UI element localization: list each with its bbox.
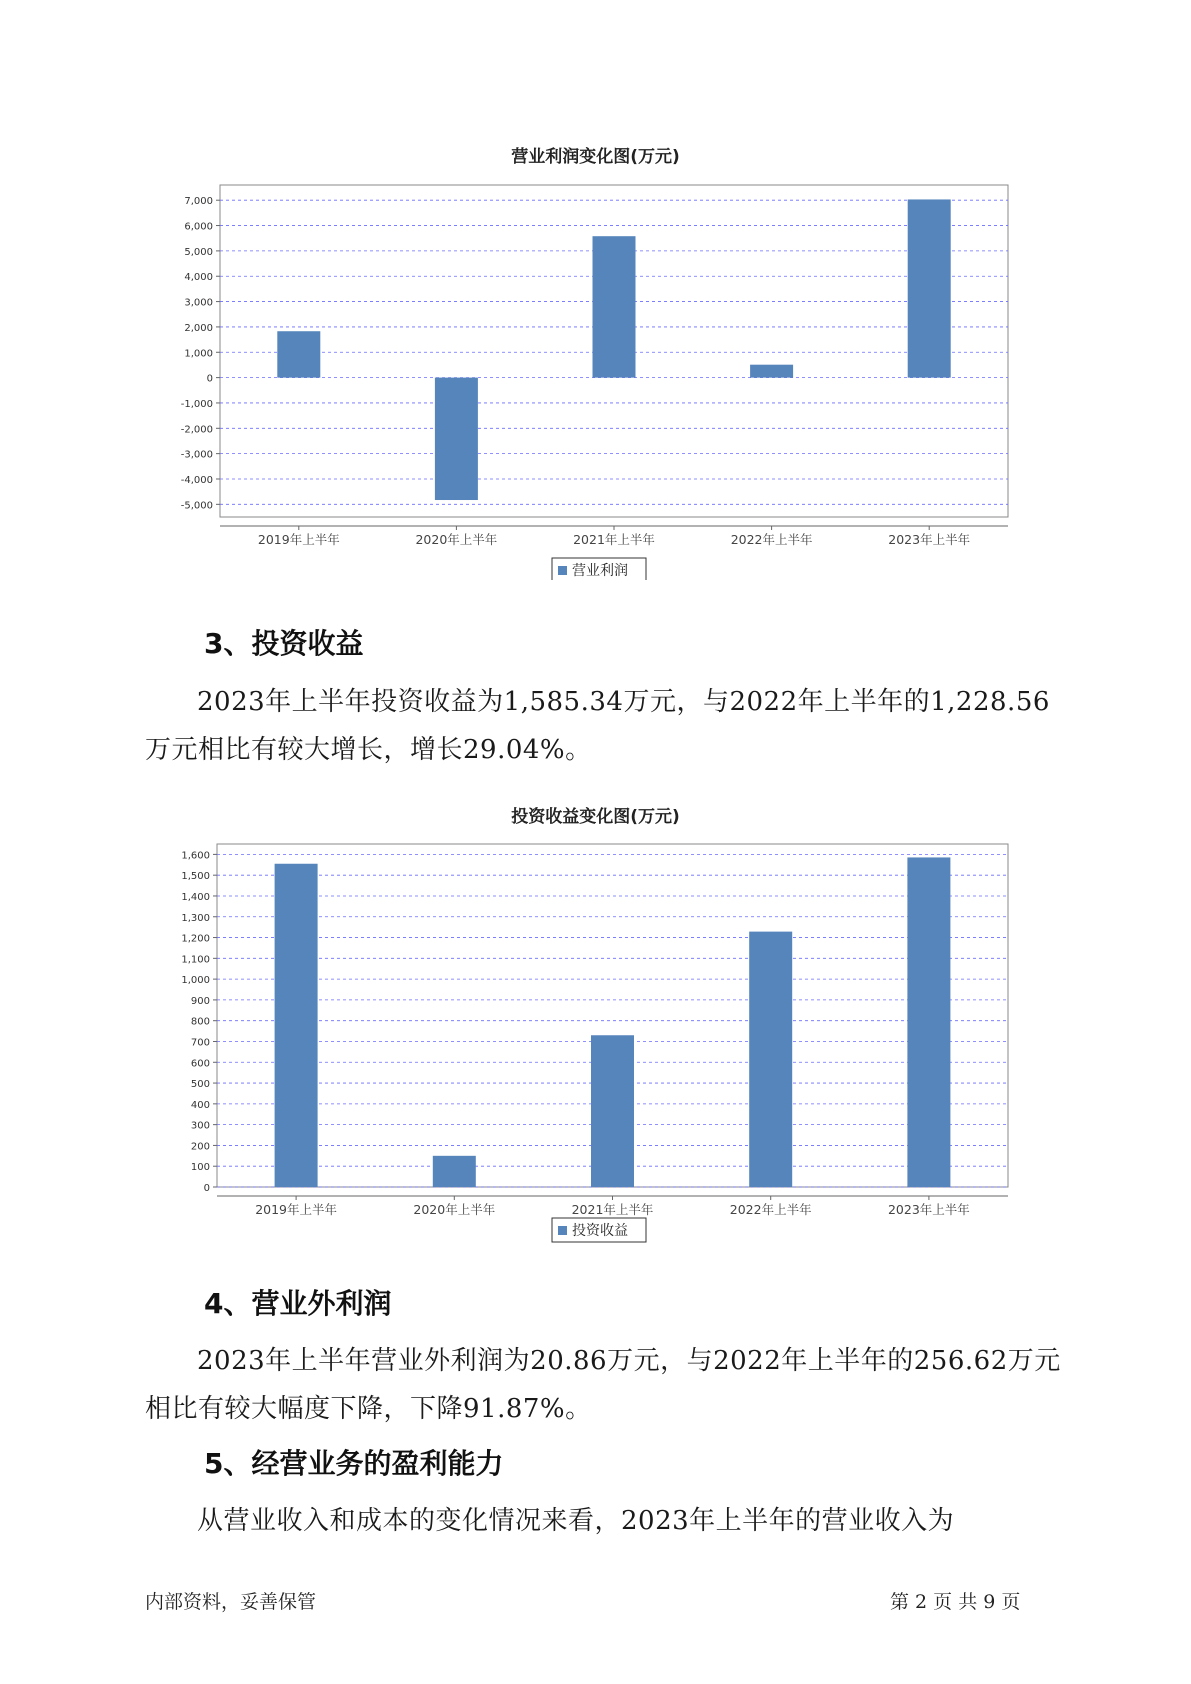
y-tick-label: 700 (190, 1037, 210, 1049)
legend (552, 1218, 646, 1242)
investment-income-chart (0, 820, 1191, 1250)
x-tick-label: 2020年上半年 (413, 1202, 496, 1217)
x-tick-label: 2023年上半年 (887, 1202, 970, 1217)
y-tick-label: 1,500 (181, 871, 210, 883)
chart2-title: 投资收益变化图(万元) (511, 807, 680, 827)
x-tick-label: 2020年上半年 (415, 532, 498, 547)
footer-page-number: 第 2 页 共 9 页 (890, 1591, 1021, 1613)
y-tick-label: -4,000 (180, 474, 213, 486)
y-tick-label: 1,300 (181, 912, 210, 924)
bar-2020年上半年 (435, 378, 478, 500)
y-tick-label: 7,000 (184, 196, 213, 208)
x-tick-label: 2021年上半年 (573, 532, 655, 547)
bar-2021年上半年 (593, 236, 636, 377)
y-tick-label: 2,000 (184, 322, 213, 334)
y-tick-label: 800 (190, 1016, 210, 1028)
y-tick-label: 5,000 (184, 246, 213, 258)
legend-label: 营业利润 (572, 563, 628, 579)
bar-2022年上半年 (749, 932, 792, 1187)
bar-2023年上半年 (908, 199, 951, 377)
y-tick-label: 400 (190, 1099, 210, 1111)
y-tick-label: 900 (190, 995, 210, 1007)
y-tick-label: 1,000 (184, 348, 213, 360)
y-tick-label: 0 (203, 1183, 210, 1194)
x-tick-label: 2019年上半年 (255, 1202, 338, 1217)
paragraph-investment-income: 2023年上半年投资收益为1,585.34万元，与2022年上半年的1,228.56万元相比有较大增长，增长29.04%。 (145, 687, 1050, 765)
y-tick-label: 300 (190, 1120, 210, 1132)
y-tick-label: 500 (190, 1079, 210, 1091)
y-tick-label: 1,200 (181, 933, 210, 945)
x-tick-label: 2019年上半年 (257, 532, 340, 547)
legend (552, 558, 646, 580)
y-tick-label: 0 (206, 373, 213, 385)
section-heading-investment-income: 3、投资收益 (204, 627, 364, 660)
y-tick-label: 1,600 (181, 850, 210, 862)
chart1-title: 营业利润变化图(万元) (511, 147, 680, 167)
operating-profit-chart (0, 160, 1191, 580)
footer-confidential-note: 内部资料，妥善保管 (145, 1591, 317, 1613)
legend-label: 投资收益 (572, 1223, 628, 1239)
y-tick-label: 200 (190, 1141, 210, 1153)
bar-2020年上半年 (433, 1156, 476, 1187)
bar-2019年上半年 (275, 864, 318, 1187)
paragraph-profitability: 从营业收入和成本的变化情况来看，2023年上半年的营业收入为 (197, 1506, 955, 1536)
y-tick-label: 6,000 (184, 221, 213, 233)
bar-2022年上半年 (750, 365, 793, 378)
y-tick-label: 4,000 (184, 272, 213, 284)
section-heading-non-operating-profit: 4、营业外利润 (204, 1287, 392, 1320)
y-tick-label: 3,000 (184, 297, 213, 309)
bar-2019年上半年 (277, 331, 320, 377)
y-tick-label: 1,400 (181, 891, 210, 903)
bar-2021年上半年 (591, 1035, 634, 1187)
x-tick-label: 2022年上半年 (730, 532, 813, 547)
paragraph-non-operating-profit: 2023年上半年营业外利润为20.86万元，与2022年上半年的256.62万元相比有较大幅度下降，下降91.87%。 (145, 1346, 1061, 1424)
section-heading-profitability: 5、经营业务的盈利能力 (204, 1447, 504, 1480)
legend-swatch (558, 566, 567, 575)
bar-2023年上半年 (907, 857, 950, 1187)
x-tick-label: 2023年上半年 (888, 532, 971, 547)
x-tick-label: 2022年上半年 (729, 1202, 812, 1217)
y-tick-label: 600 (190, 1058, 210, 1070)
y-tick-label: 1,100 (181, 954, 210, 966)
y-tick-label: -5,000 (180, 500, 213, 512)
y-tick-label: 1,000 (181, 975, 210, 987)
legend-swatch (558, 1226, 567, 1235)
y-tick-label: 100 (190, 1162, 210, 1174)
y-tick-label: -1,000 (180, 398, 213, 410)
y-tick-label: -2,000 (180, 424, 213, 436)
y-tick-label: -3,000 (180, 449, 213, 461)
x-tick-label: 2021年上半年 (571, 1202, 654, 1217)
